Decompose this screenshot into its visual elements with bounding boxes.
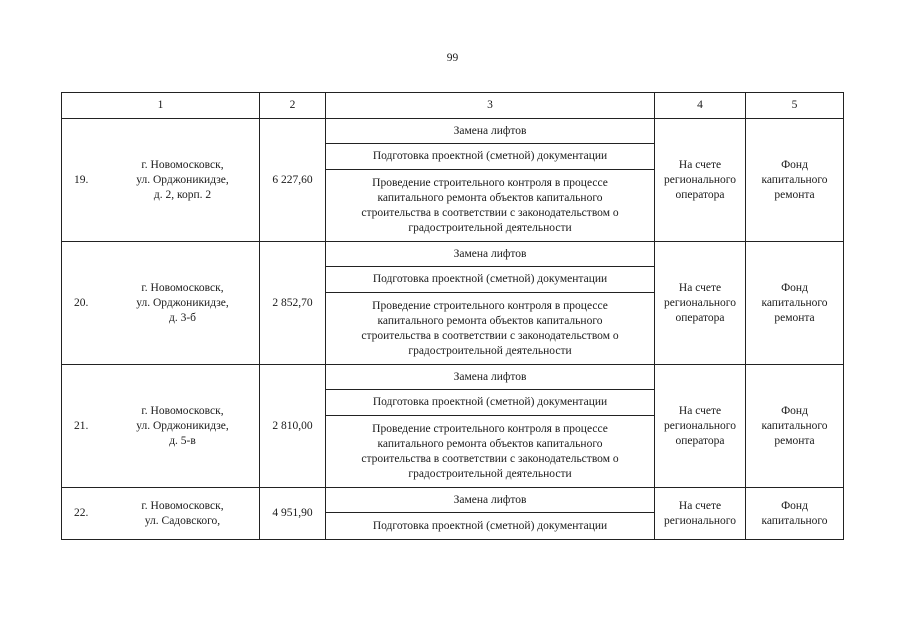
account-line: регионального xyxy=(664,296,736,309)
works-cell xyxy=(326,488,655,540)
funding-source-line: капитального xyxy=(761,173,828,186)
account-cell xyxy=(655,242,746,365)
work-line: Проведение строительного контроля в процессе xyxy=(372,176,608,189)
account-line: регионального xyxy=(664,173,736,186)
work-line: Замена лифтов xyxy=(453,124,527,137)
work-line: Проведение строительного контроля в процессе xyxy=(372,299,608,312)
table-row xyxy=(62,242,844,365)
address-line: д. 3-б xyxy=(168,311,197,324)
funding-source-cell xyxy=(746,365,844,488)
object-cell xyxy=(62,242,260,365)
header-row xyxy=(62,93,844,119)
work-item xyxy=(326,293,654,364)
work-line: строительства в соответствии с законодательством о xyxy=(361,452,619,465)
object-cell xyxy=(62,119,260,242)
work-line: строительства в соответствии с законодательством о xyxy=(361,329,619,342)
cost-cell: 2 852,70 xyxy=(260,242,326,365)
row-number: 21. xyxy=(74,419,89,432)
address-line: д. 5-в xyxy=(169,434,196,447)
work-line: капитального ремонта объектов капитального xyxy=(377,191,603,204)
address-line: ул. Орджоникидзе, xyxy=(136,419,229,432)
account-line: оператора xyxy=(675,311,725,324)
address-line: г. Новомосковск, xyxy=(141,281,224,294)
work-line: градостроительной деятельности xyxy=(408,344,572,357)
work-line: Подготовка проектной (сметной) документации xyxy=(372,396,608,408)
account-line: На счете xyxy=(678,499,722,512)
funding-source-line: Фонд xyxy=(781,499,808,512)
object-address xyxy=(106,158,259,203)
account-cell xyxy=(655,488,746,540)
header-col-2: 2 xyxy=(260,93,326,119)
account-line: На счете xyxy=(678,404,722,417)
object-address xyxy=(106,499,259,529)
works-cell xyxy=(326,365,655,488)
work-line: Подготовка проектной (сметной) документации xyxy=(372,273,608,285)
header-col-5: 5 xyxy=(746,93,844,119)
work-item xyxy=(326,365,654,390)
table-row xyxy=(62,119,844,242)
address-line: г. Новомосковск, xyxy=(141,404,224,417)
work-line: капитального ремонта объектов капитального xyxy=(377,314,603,327)
cost-cell: 6 227,60 xyxy=(260,119,326,242)
work-line: Проведение строительного контроля в процессе xyxy=(372,422,608,435)
works-cell xyxy=(326,119,655,242)
address-line: ул. Орджоникидзе, xyxy=(136,173,229,186)
funding-source-line: ремонта xyxy=(774,434,815,447)
account-line: регионального xyxy=(664,514,736,527)
account-cell xyxy=(655,365,746,488)
account-line: На счете xyxy=(678,281,722,294)
cost-cell: 2 810,00 xyxy=(260,365,326,488)
work-item xyxy=(326,170,654,241)
row-number: 22. xyxy=(74,507,89,519)
account-line: регионального xyxy=(664,419,736,432)
funding-source-line: капитального xyxy=(761,419,828,432)
work-item xyxy=(326,416,654,487)
work-item xyxy=(326,242,654,267)
work-line: Подготовка проектной (сметной) документации xyxy=(372,519,608,532)
object-cell xyxy=(62,488,260,540)
work-line: строительства в соответствии с законодательством о xyxy=(361,206,619,219)
work-item xyxy=(326,267,654,293)
table-row xyxy=(62,488,844,540)
object-address xyxy=(106,281,259,326)
work-item xyxy=(326,390,654,416)
object-cell xyxy=(62,365,260,488)
cost-cell: 4 951,90 xyxy=(260,488,326,540)
address-line: г. Новомосковск, xyxy=(141,158,224,171)
work-line: Подготовка проектной (сметной) документации xyxy=(372,150,608,162)
row-number: 19. xyxy=(74,173,89,186)
work-item xyxy=(326,144,654,170)
works-cell xyxy=(326,242,655,365)
header-col-4: 4 xyxy=(655,93,746,119)
header-col-3: 3 xyxy=(326,93,655,119)
account-line: оператора xyxy=(675,188,725,201)
address-line: д. 2, корп. 2 xyxy=(153,188,212,201)
object-address xyxy=(106,404,259,449)
works-list xyxy=(326,242,654,364)
funding-source-cell xyxy=(746,242,844,365)
works-list xyxy=(326,488,654,539)
header-col-1: 1 xyxy=(62,93,260,119)
account-line: На счете xyxy=(678,158,722,171)
work-line: градостроительной деятельности xyxy=(408,221,572,234)
works-list xyxy=(326,365,654,487)
works-table-body xyxy=(62,93,844,540)
funding-source-line: Фонд xyxy=(781,281,808,294)
works-list xyxy=(326,119,654,241)
funding-source-line: ремонта xyxy=(774,188,815,201)
funding-source-cell xyxy=(746,119,844,242)
work-item xyxy=(326,119,654,144)
funding-source-line: капитального xyxy=(761,514,828,527)
works-table xyxy=(61,92,844,540)
funding-source-line: Фонд xyxy=(781,158,808,171)
table-row xyxy=(62,365,844,488)
address-line: ул. Орджоникидзе, xyxy=(136,296,229,309)
work-line: капитального ремонта объектов капитального xyxy=(377,437,603,450)
row-number: 20. xyxy=(74,296,89,309)
work-line: Замена лифтов xyxy=(453,493,527,506)
work-line: Замена лифтов xyxy=(453,370,527,383)
address-line: ул. Садовского, xyxy=(144,514,221,527)
page-number: 99 xyxy=(446,52,459,64)
funding-source-line: капитального xyxy=(761,296,828,309)
address-line: г. Новомосковск, xyxy=(141,499,224,512)
work-item xyxy=(326,488,654,513)
funding-source-line: ремонта xyxy=(774,311,815,324)
account-line: оператора xyxy=(675,434,725,447)
funding-source-line: Фонд xyxy=(781,404,808,417)
work-line: градостроительной деятельности xyxy=(408,467,572,480)
work-line: Замена лифтов xyxy=(453,247,527,260)
account-cell xyxy=(655,119,746,242)
work-item xyxy=(326,513,654,539)
funding-source-cell xyxy=(746,488,844,540)
